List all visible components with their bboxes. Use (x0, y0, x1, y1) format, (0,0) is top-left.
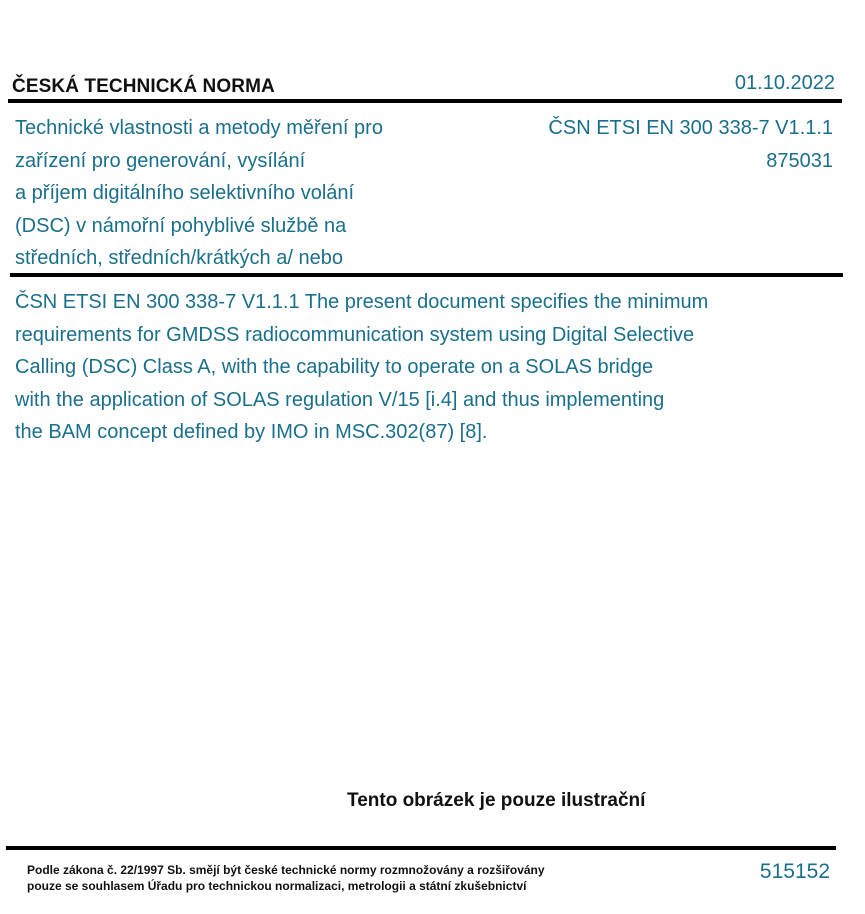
description-line: Calling (DSC) Class A, with the capability to operate on a SOLAS bridge (15, 356, 654, 378)
footer-rule (6, 846, 836, 850)
description-line: with the application of SOLAS regulation V/15 [i.4] and thus implementing (15, 388, 665, 411)
legal-line: Podle zákona č. 22/1997 Sb. smějí být české technické normy rozmnožovány a rozšiřovány (27, 863, 545, 877)
footer-code: 515152 (759, 860, 830, 883)
standard-title (15, 112, 485, 275)
title-line: středních, středních/krátkých a/ nebo (15, 247, 343, 269)
title-line: (DSC) v námořní pohyblivé službě na (15, 214, 347, 237)
standard-description (15, 286, 708, 449)
title-line: a příjem digitálního selektivního volání (15, 182, 355, 204)
standard-identifiers (548, 112, 833, 177)
title-rule (10, 273, 843, 277)
publication-date: 01.10.2022 (734, 72, 835, 94)
legal-notice (27, 862, 545, 894)
title-line: zařízení pro generování, vysílání (15, 149, 306, 172)
catalog-number: 875031 (766, 149, 833, 172)
description-line: requirements for GMDSS radiocommunication system using Digital Selective (15, 323, 695, 346)
title-line: Technické vlastnosti a metody měření pro (15, 117, 383, 139)
header-rule (8, 99, 842, 103)
standard-designation: ČSN ETSI EN 300 338-7 V1.1.1 (548, 117, 833, 139)
legal-line: pouze se souhlasem Úřadu pro technickou normalizaci, metrologii a státní zkušebnictví (27, 879, 527, 893)
document-heading: ČESKÁ TECHNICKÁ NORMA (12, 76, 275, 97)
description-line: ČSN ETSI EN 300 338-7 V1.1.1 The present document specifies the minimum (15, 291, 709, 313)
description-line: the BAM concept defined by IMO in MSC.302(87) [8]. (15, 421, 488, 443)
illustration-note: Tento obrázek je pouze ilustrační (347, 790, 646, 811)
